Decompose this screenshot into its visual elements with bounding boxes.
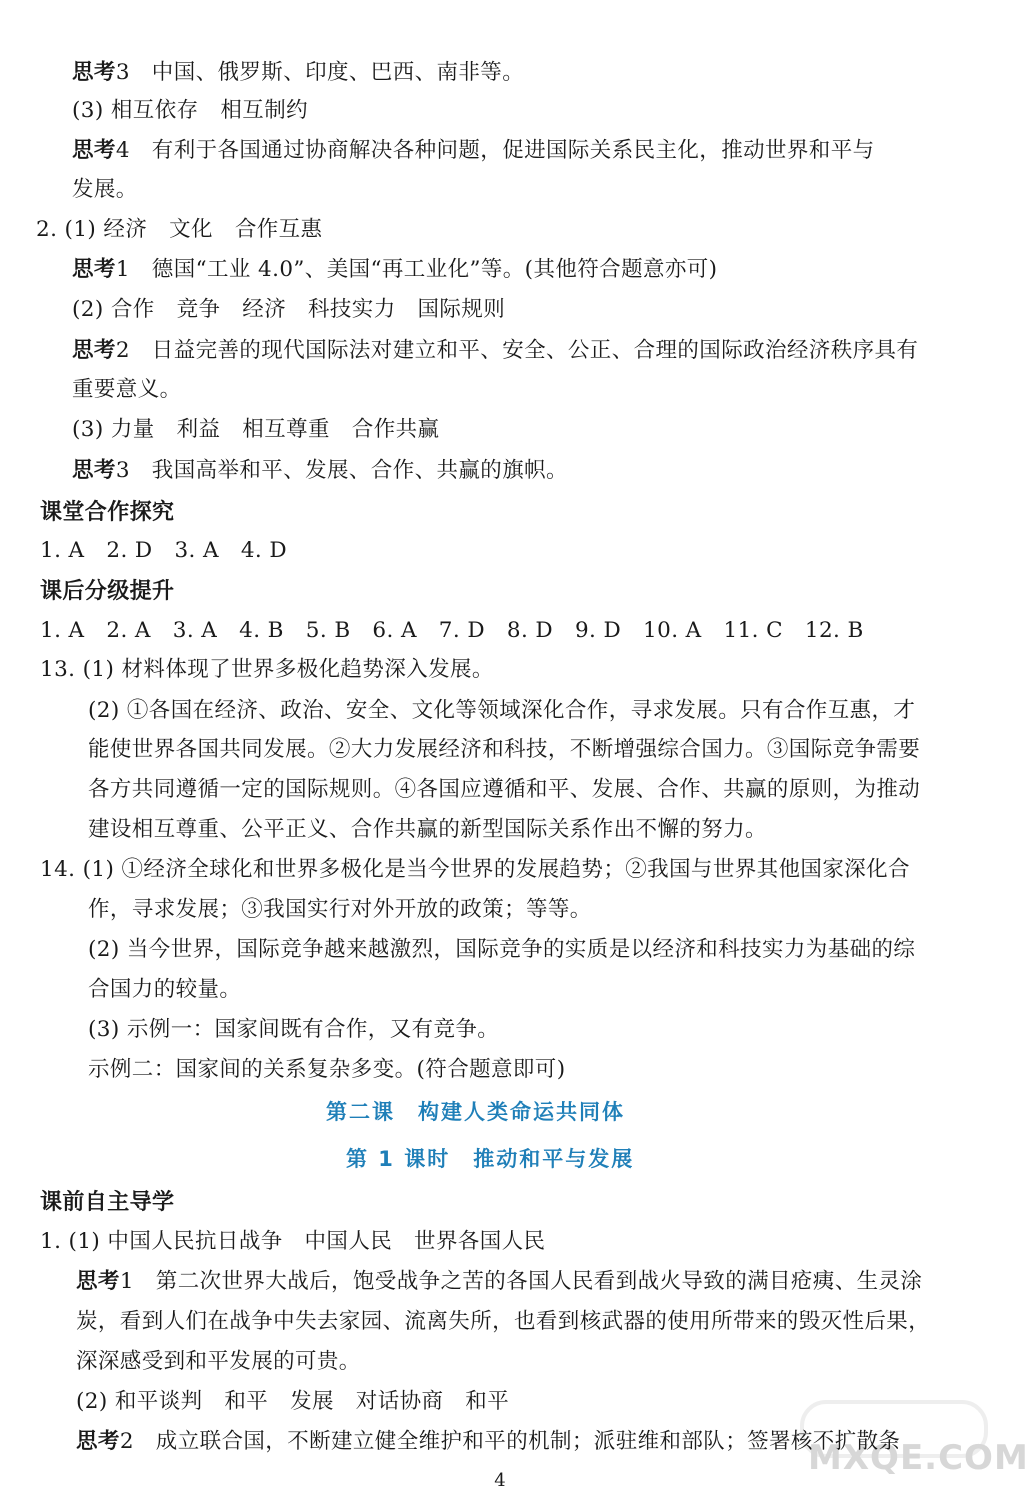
text-line: [88, 775, 920, 805]
text-line: [76, 1347, 361, 1377]
section-heading: 课前自主导学: [40, 1189, 175, 1215]
line-text: 作，寻求发展；③我国实行对外开放的政策；等等。: [88, 897, 592, 922]
line-text: 4 有利于各国通过协商解决各种问题，促进国际关系民主化，推动世界和平与: [115, 138, 875, 163]
line-text: (3) 力量 利益 相互尊重 合作共赢: [72, 417, 440, 442]
text-line: [76, 1427, 900, 1457]
line-text: 3 中国、俄罗斯、印度、巴西、南非等。: [115, 60, 525, 85]
text-line: [40, 497, 174, 528]
line-text: 2. (1) 经济 文化 合作互惠: [36, 217, 323, 242]
line-text: 重要意义。: [72, 377, 182, 402]
text-line: [346, 1144, 634, 1175]
think-label: 思考: [76, 1269, 120, 1294]
text-line: [40, 576, 174, 607]
line-text: 1. (1) 中国人民抗日战争 中国人民 世界各国人民: [40, 1229, 546, 1254]
line-text: 1. A 2. A 3. A 4. B 5. B 6. A 7. D 8. D 9. D 10. A 11. C 12. B: [40, 618, 864, 643]
text-line: [76, 1387, 509, 1417]
think-label: 思考: [76, 1429, 120, 1454]
line-text: 各方共同遵循一定的国际规则。④各国应遵循和平、发展、合作、共赢的原则，为推动: [88, 777, 921, 802]
text-line: [72, 96, 308, 126]
text-line: [326, 1097, 625, 1128]
text-line: [40, 616, 864, 646]
line-text: (2) 当今世界，国际竞争越来越激烈，国际竞争的实质是以经济和科技实力为基础的综: [88, 937, 916, 962]
section-heading: 课堂合作探究: [40, 499, 175, 525]
line-text: 13. (1) 材料体现了世界多极化趋势深入发展。: [40, 657, 494, 682]
section-heading: 课后分级提升: [40, 578, 175, 604]
text-line: [88, 1015, 499, 1045]
text-line: [72, 295, 505, 325]
line-text: 3 我国高举和平、发展、合作、共赢的旗帜。: [115, 458, 568, 483]
line-text: 合国力的较量。: [88, 977, 242, 1002]
text-line: [40, 1187, 174, 1218]
text-line: [40, 855, 910, 885]
line-text: 2 日益完善的现代国际法对建立和平、安全、公正、合理的国际政治经济秩序具有: [115, 338, 919, 363]
line-text: 1. A 2. D 3. A 4. D: [40, 538, 288, 563]
line-text: (3) 相互依存 相互制约: [72, 98, 308, 123]
text-line: [72, 58, 524, 88]
text-line: [88, 935, 915, 965]
line-text: 示例二：国家间的关系复杂多变。(符合题意即可): [88, 1057, 566, 1082]
think-label: 思考: [72, 60, 116, 85]
text-line: [72, 415, 439, 445]
page-number: 4: [494, 1470, 506, 1491]
line-text: 建设相互尊重、公平正义、合作共赢的新型国际关系作出不懈的努力。: [88, 817, 767, 842]
think-label: 思考: [72, 138, 116, 163]
line-text: 2 成立联合国，不断建立健全维护和平的机制；派驻维和部队；签署核不扩散条: [119, 1429, 901, 1454]
text-line: [72, 375, 182, 405]
text-line: [88, 895, 592, 925]
watermark-text: MXQE.COM: [808, 1438, 1029, 1478]
text-line: [88, 815, 767, 845]
line-text: 能使世界各国共同发展。②大力发展经济和科技，不断增强综合国力。③国际竞争需要: [88, 737, 921, 762]
lesson-title: 第二课 构建人类命运共同体: [326, 1100, 625, 1124]
text-line: [40, 536, 287, 566]
line-text: (3) 示例一：国家间既有合作，又有竞争。: [88, 1017, 500, 1042]
text-line: [40, 655, 494, 685]
think-label: 思考: [72, 458, 116, 483]
text-line: [88, 975, 241, 1005]
text-line: [72, 336, 918, 366]
text-line: [88, 696, 915, 726]
line-text: (2) 和平谈判 和平 发展 对话协商 和平: [76, 1389, 510, 1414]
text-line: [72, 136, 875, 166]
think-label: 思考: [72, 338, 116, 363]
line-text: (2) 合作 竞争 经济 科技实力 国际规则: [72, 297, 506, 322]
line-text: 1 第二次世界大战后，饱受战争之苦的各国人民看到战火导致的满目疮痍、生灵涂: [119, 1269, 923, 1294]
line-text: 炭，看到人们在战争中失去家园、流离失所，也看到核武器的使用所带来的毁灭性后果，: [76, 1309, 931, 1334]
text-line: [72, 456, 568, 486]
text-line: [76, 1267, 922, 1297]
text-line: [88, 735, 920, 765]
lesson-title: 第 1 课时 推动和平与发展: [346, 1147, 635, 1171]
text-line: [88, 1055, 565, 1085]
text-line: [36, 215, 322, 245]
line-text: 1 德国“工业 4.0”、美国“再工业化”等。(其他符合题意亦可): [115, 257, 718, 282]
think-label: 思考: [72, 257, 116, 282]
text-line: [72, 175, 138, 205]
text-line: [40, 1227, 545, 1257]
line-text: 深深感受到和平发展的可贵。: [76, 1349, 361, 1374]
line-text: 14. (1) ①经济全球化和世界多极化是当今世界的发展趋势；②我国与世界其他国家深化合: [40, 857, 910, 882]
line-text: (2) ①各国在经济、政治、安全、文化等领域深化合作，寻求发展。只有合作互惠，才: [88, 698, 916, 723]
line-text: 发展。: [72, 177, 138, 202]
text-line: [72, 255, 717, 285]
text-line: [76, 1307, 930, 1337]
